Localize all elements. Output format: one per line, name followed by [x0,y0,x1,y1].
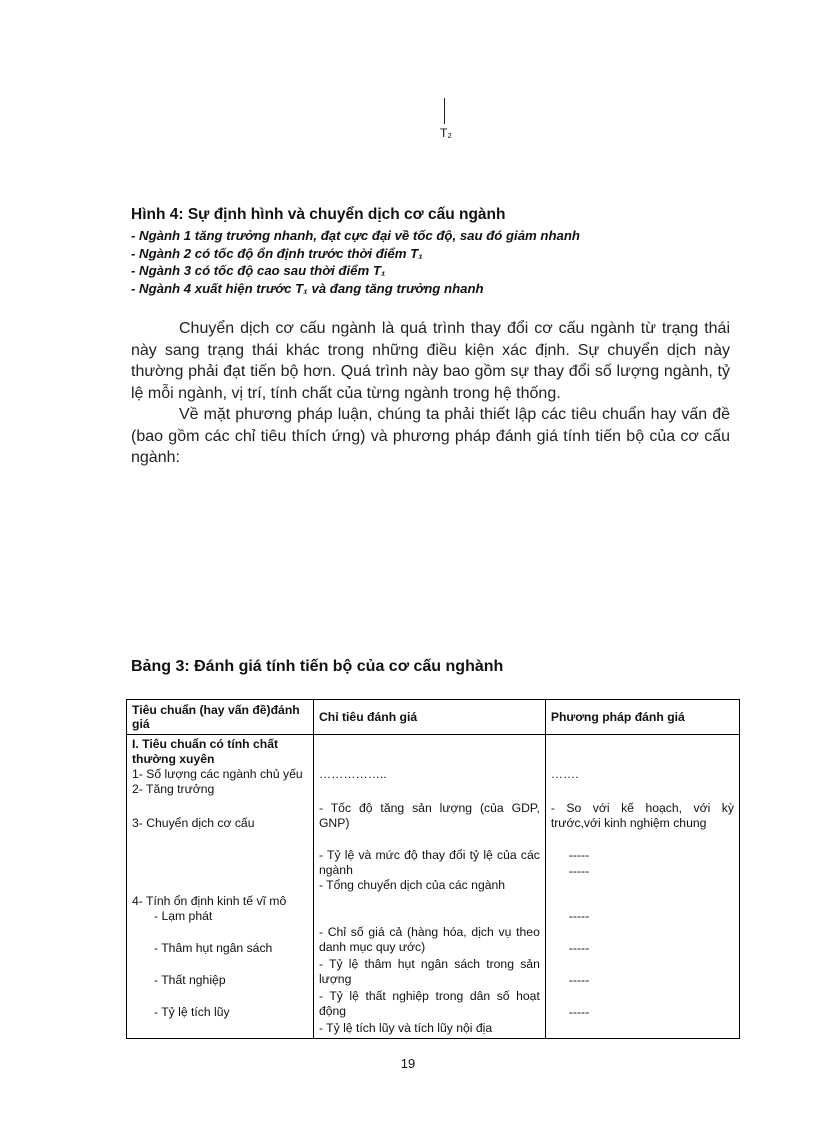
indicator-item: - Tốc độ tăng sản lượng (của GDP, GNP) [318,801,540,830]
criteria-item: 2- Tăng trưởng [132,782,215,796]
section-heading: I. Tiêu chuẩn có tính chất thường xuyên [132,737,279,766]
indicator-cell [313,735,545,1039]
chart-axis-tick [444,98,445,124]
table-caption: Bảng 3: Đánh giá tính tiến bộ của cơ cấu nghành [131,658,504,675]
chart-axis-label-t2: T₂ [440,126,452,140]
paragraph: Về mặt phương pháp luận, chúng ta phải thiết lập các tiêu chuẩn hay vấn đề (bao gồm các chỉ tiêu thích ứng) và phương pháp đánh giá tính tiến bộ của cơ cấu ngành: [131,406,730,466]
figure-note-1: - Ngành 1 tăng trưởng nhanh, đạt cực đại về tốc độ, sau đó giảm nhanh [131,228,580,243]
figure-note-4: - Ngành 4 xuất hiện trước T₁ và đang tăng trưởng nhanh [131,280,484,296]
criteria-subitem: - Tỷ lệ tích lũy [154,1005,230,1019]
criteria-item: 1- Số lượng các ngành chủ yếu [132,767,303,781]
method-dash: ----- [568,864,590,878]
indicator-item: - Tỷ lệ và mức độ thay đổi tỷ lệ của các ngành [318,848,540,877]
criteria-subitem: - Thất nghiệp [154,973,226,987]
method-dash: ----- [568,973,590,987]
method-dash: ----- [568,1005,590,1019]
method-dash: ----- [568,848,590,862]
method-item: - So với kế hoạch, với kỳ trước,với kinh nghiệm chung [550,801,734,830]
figure-notes [131,227,580,297]
method-dash: ----- [568,941,590,955]
column-header-criteria: Tiêu chuẩn (hay vấn đề)đánh giá [127,700,314,735]
method-item: ……. [550,767,579,781]
method-dash: ----- [568,909,590,923]
indicator-item: - Chỉ số giá cả (hàng hóa, dịch vụ theo danh mục quy ước) [318,925,540,954]
body-text [131,318,730,469]
indicator-item: - Tỷ lệ tích lũy và tích lũy nội địa [318,1021,493,1035]
table-row [127,735,740,1039]
criteria-subitem: - Thâm hụt ngân sách [154,941,273,955]
criteria-item: 3- Chuyển dịch cơ cấu [132,816,255,830]
paragraph: Chuyển dịch cơ cấu ngành là quá trình thay đổi cơ cấu ngành từ trạng thái này sang trạng thái khác trong những điều kiện xác định. Sự chuyển dịch này thường phải đạt tiến bộ hơn. Quá trình này bao gồm sự thay đổi số lượng ngành, tỷ lệ mỗi ngành, vị trí, tính chất của từng ngành trong hệ thống. [131,320,730,402]
criteria-item: 4- Tính ổn định kinh tế vĩ mô [132,894,287,908]
indicator-item: - Tỷ lệ thất nghiệp trong dân số hoạt động [318,989,540,1018]
indicator-item: - Tổng chuyển dịch của các ngành [318,878,506,892]
indicator-item: …………….. [318,767,387,781]
figure-note-2: - Ngành 2 có tốc độ ổn định trước thời điểm T₁ [131,245,423,261]
table-header-row [127,700,740,735]
column-header-methods: Phương pháp đánh giá [545,700,739,735]
evaluation-table [126,699,740,1039]
criteria-subitem: - Lạm phát [154,909,213,923]
method-cell [545,735,739,1039]
figure-caption: Hình 4: Sự định hình và chuyển dịch cơ cấu ngành [131,206,506,223]
figure-note-3: - Ngành 3 có tốc độ cao sau thời điểm T₁ [131,263,386,278]
criteria-cell [127,735,314,1039]
indicator-item: - Tỷ lệ thâm hụt ngân sách trong sản lượng [318,957,540,986]
column-header-indicators: Chỉ tiêu đánh giá [313,700,545,735]
page-number: 19 [400,1056,416,1071]
